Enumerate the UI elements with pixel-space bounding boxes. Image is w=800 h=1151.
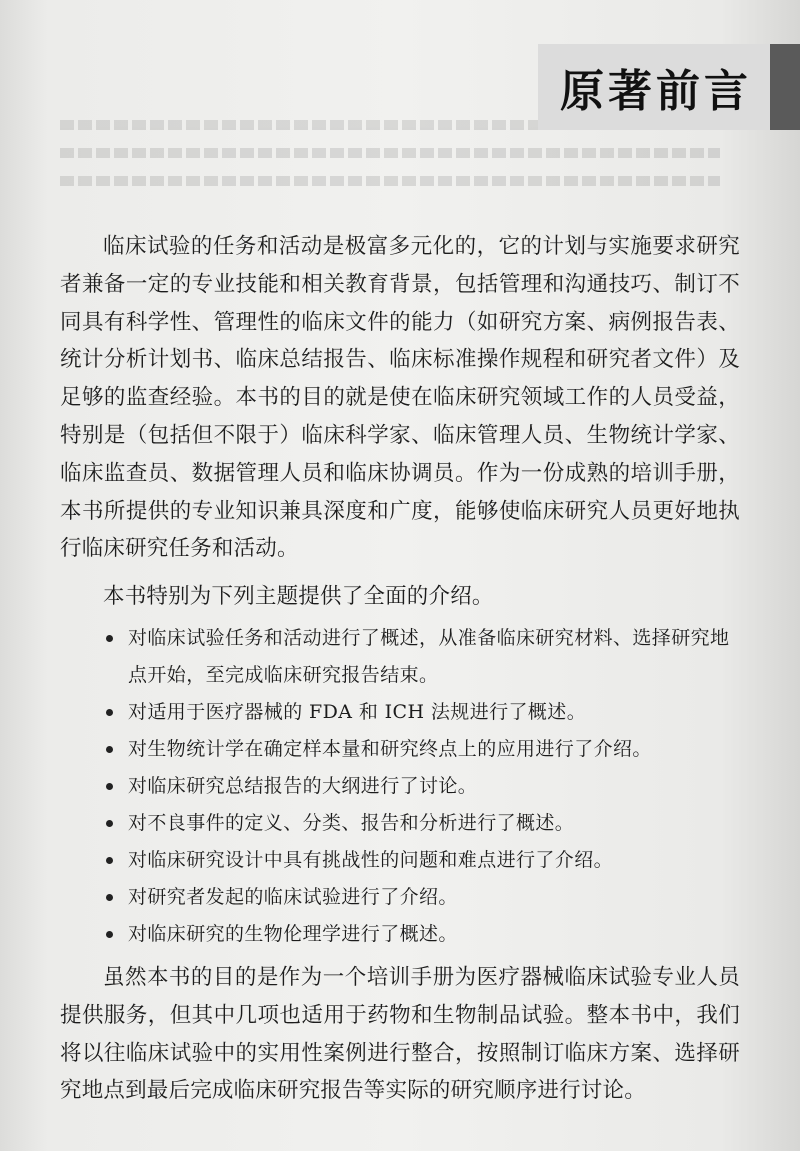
paragraph-closing: 虽然本书的目的是作为一个培训手册为医疗器械临床试验专业人员提供服务，但其中几项也适用于药物和生物制品试验。整本书中，我们将以往临床试验中的实用性案例进行整合，按照制订临床方案、选择研究地点到最后完成临床研究报告等实际的研究顺序进行讨论。 xyxy=(60,964,740,1104)
bullet-icon xyxy=(106,894,113,901)
list-item-text: 对临床研究总结报告的大纲进行了讨论。 xyxy=(128,774,478,797)
list-item xyxy=(60,879,740,916)
bullet-icon xyxy=(106,783,113,790)
list-item-text: 对临床研究的生物伦理学进行了概述。 xyxy=(128,922,458,945)
topic-list xyxy=(60,620,740,953)
list-item-text: 对适用于医疗器械的 FDA 和 ICH 法规进行了概述。 xyxy=(128,700,587,723)
list-item xyxy=(60,805,740,842)
list-item-text: 对不良事件的定义、分类、报告和分析进行了概述。 xyxy=(128,811,575,834)
bullet-icon xyxy=(106,820,113,827)
list-item xyxy=(60,694,740,731)
list-item-text: 对生物统计学在确定样本量和研究终点上的应用进行了介绍。 xyxy=(128,737,652,760)
list-item-text: 对研究者发起的临床试验进行了介绍。 xyxy=(128,885,458,908)
list-item xyxy=(60,731,740,768)
list-item xyxy=(60,916,740,953)
list-item-text: 对临床试验任务和活动进行了概述，从准备临床研究材料、选择研究地点开始，至完成临床研究报告结束。 xyxy=(128,626,730,686)
title-accent-bar xyxy=(770,44,800,130)
list-item xyxy=(60,842,740,879)
title-banner xyxy=(538,44,800,130)
bullet-icon xyxy=(106,931,113,938)
list-item xyxy=(60,768,740,805)
bullet-icon xyxy=(106,857,113,864)
bullet-icon xyxy=(106,709,113,716)
list-item-text: 对临床研究设计中具有挑战性的问题和难点进行了介绍。 xyxy=(128,848,614,871)
page-content xyxy=(60,228,740,1110)
paragraph-topics-lead: 本书特别为下列主题提供了全面的介绍。 xyxy=(103,584,494,610)
paragraph-intro: 临床试验的任务和活动是极富多元化的，它的计划与实施要求研究者兼备一定的专业技能和相关教育背景，包括管理和沟通技巧、制订不同具有科学性、管理性的临床文件的能力（如研究方案、病例报告表、统计分析计划书、临床总结报告、临床标准操作规程和研究者文件）及足够的监查经验。本书的目的就是使在临床研究领域工作的人员受益，特别是（包括但不限于）临床科学家、临床管理人员、生物统计学家、临床监查员、数据管理人员和临床协调员。作为一份成熟的培训手册，本书所提供的专业知识兼具深度和广度，能够使临床研究人员更好地执行临床研究任务和活动。 xyxy=(60,234,740,562)
bullet-icon xyxy=(106,635,113,642)
page-title: 原著前言 xyxy=(560,66,752,117)
list-item xyxy=(60,620,740,694)
bullet-icon xyxy=(106,746,113,753)
bleed-through-text xyxy=(60,120,720,220)
